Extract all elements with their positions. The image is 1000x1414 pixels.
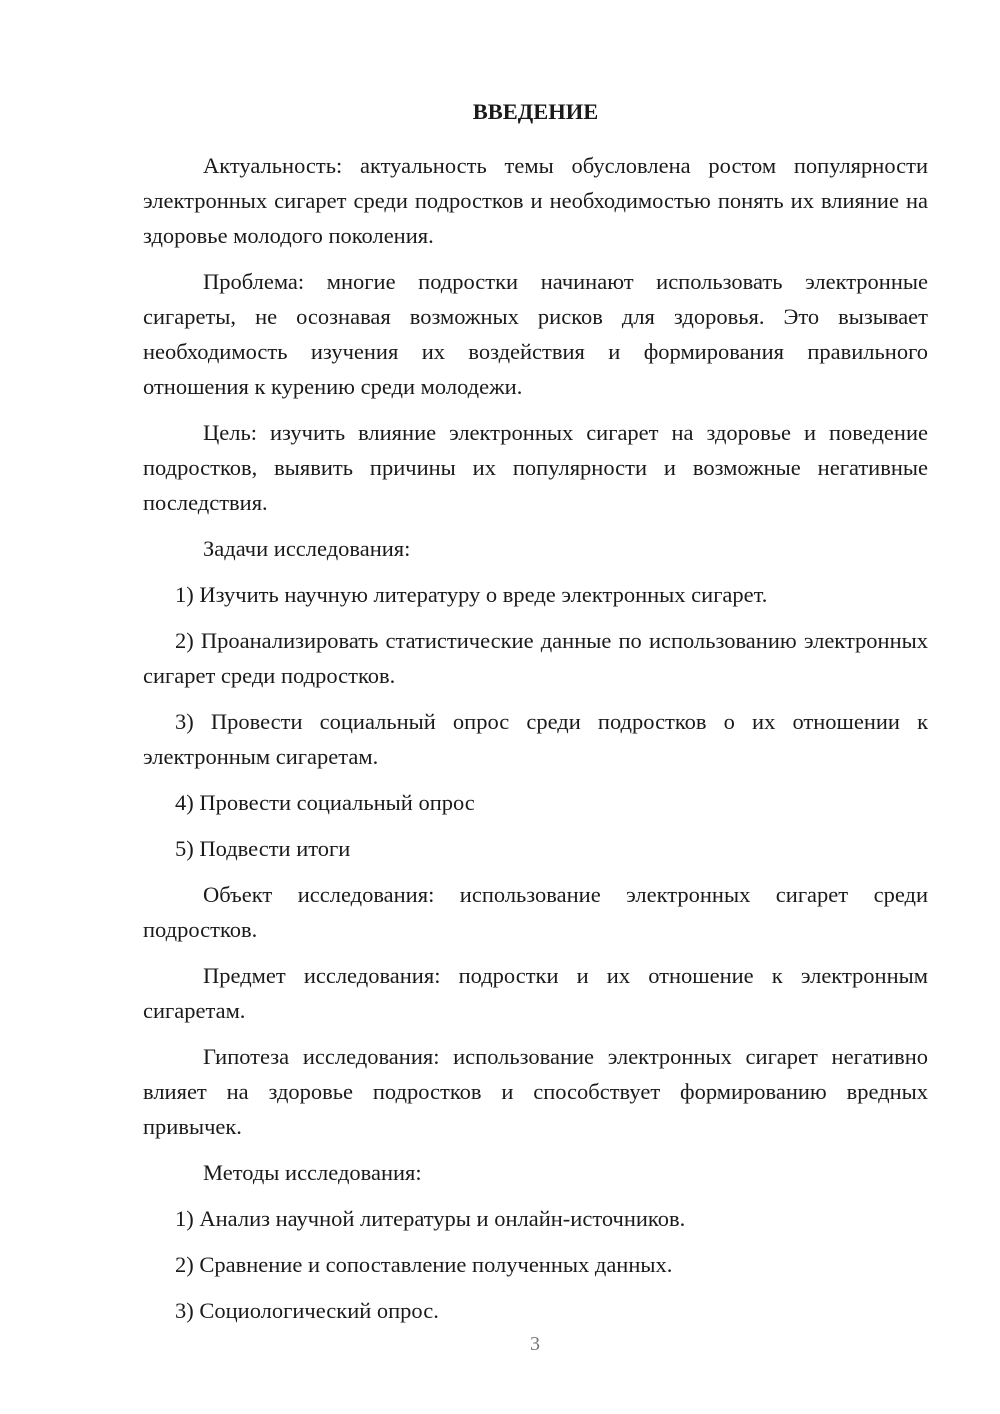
task-item: 1) Изучить научную литературу о вреде электронных сигарет. [175, 582, 768, 607]
method-item: 2) Сравнение и сопоставление полученных данных. [175, 1252, 673, 1277]
method-item: 1) Анализ научной литературы и онлайн-источников. [175, 1206, 686, 1231]
goal-paragraph: Цель: изучить влияние электронных сигарет на здоровье и поведение подростков, выявить причины их популярности и возможные негативные последствия. [143, 420, 928, 515]
page-number: 3 [530, 1333, 540, 1355]
object-paragraph: Объект исследования: использование электронных сигарет среди подростков. [143, 882, 928, 942]
tasks-heading: Задачи исследования: [203, 536, 411, 561]
problem-paragraph: Проблема: многие подростки начинают использовать электронные сигареты, не осознавая возможных рисков для здоровья. Это вызывает необходимость изучения их воздействия и формирования правильного отношения к курению среди молодежи. [143, 269, 928, 399]
task-item: 3) Провести социальный опрос среди подростков о их отношении к электронным сигаретам. [143, 709, 928, 769]
section-title: ВВЕДЕНИЕ [472, 99, 599, 124]
subject-paragraph: Предмет исследования: подростки и их отношение к электронным сигаретам. [143, 963, 928, 1023]
methods-heading: Методы исследования: [203, 1160, 422, 1185]
task-item: 2) Проанализировать статистические данные по использованию электронных сигарет среди подростков. [143, 628, 928, 688]
hypothesis-paragraph: Гипотеза исследования: использование электронных сигарет негативно влияет на здоровье подростков и способствует формированию вредных привычек. [143, 1044, 928, 1139]
task-item: 5) Подвести итоги [175, 836, 351, 861]
relevance-paragraph: Актуальность: актуальность темы обусловлена ростом популярности электронных сигарет среди подростков и необходимостью понять их влияние на здоровье молодого поколения. [143, 153, 928, 248]
document-page [143, 94, 928, 1339]
task-item: 4) Провести социальный опрос [175, 790, 475, 815]
method-item: 3) Социологический опрос. [175, 1298, 439, 1323]
